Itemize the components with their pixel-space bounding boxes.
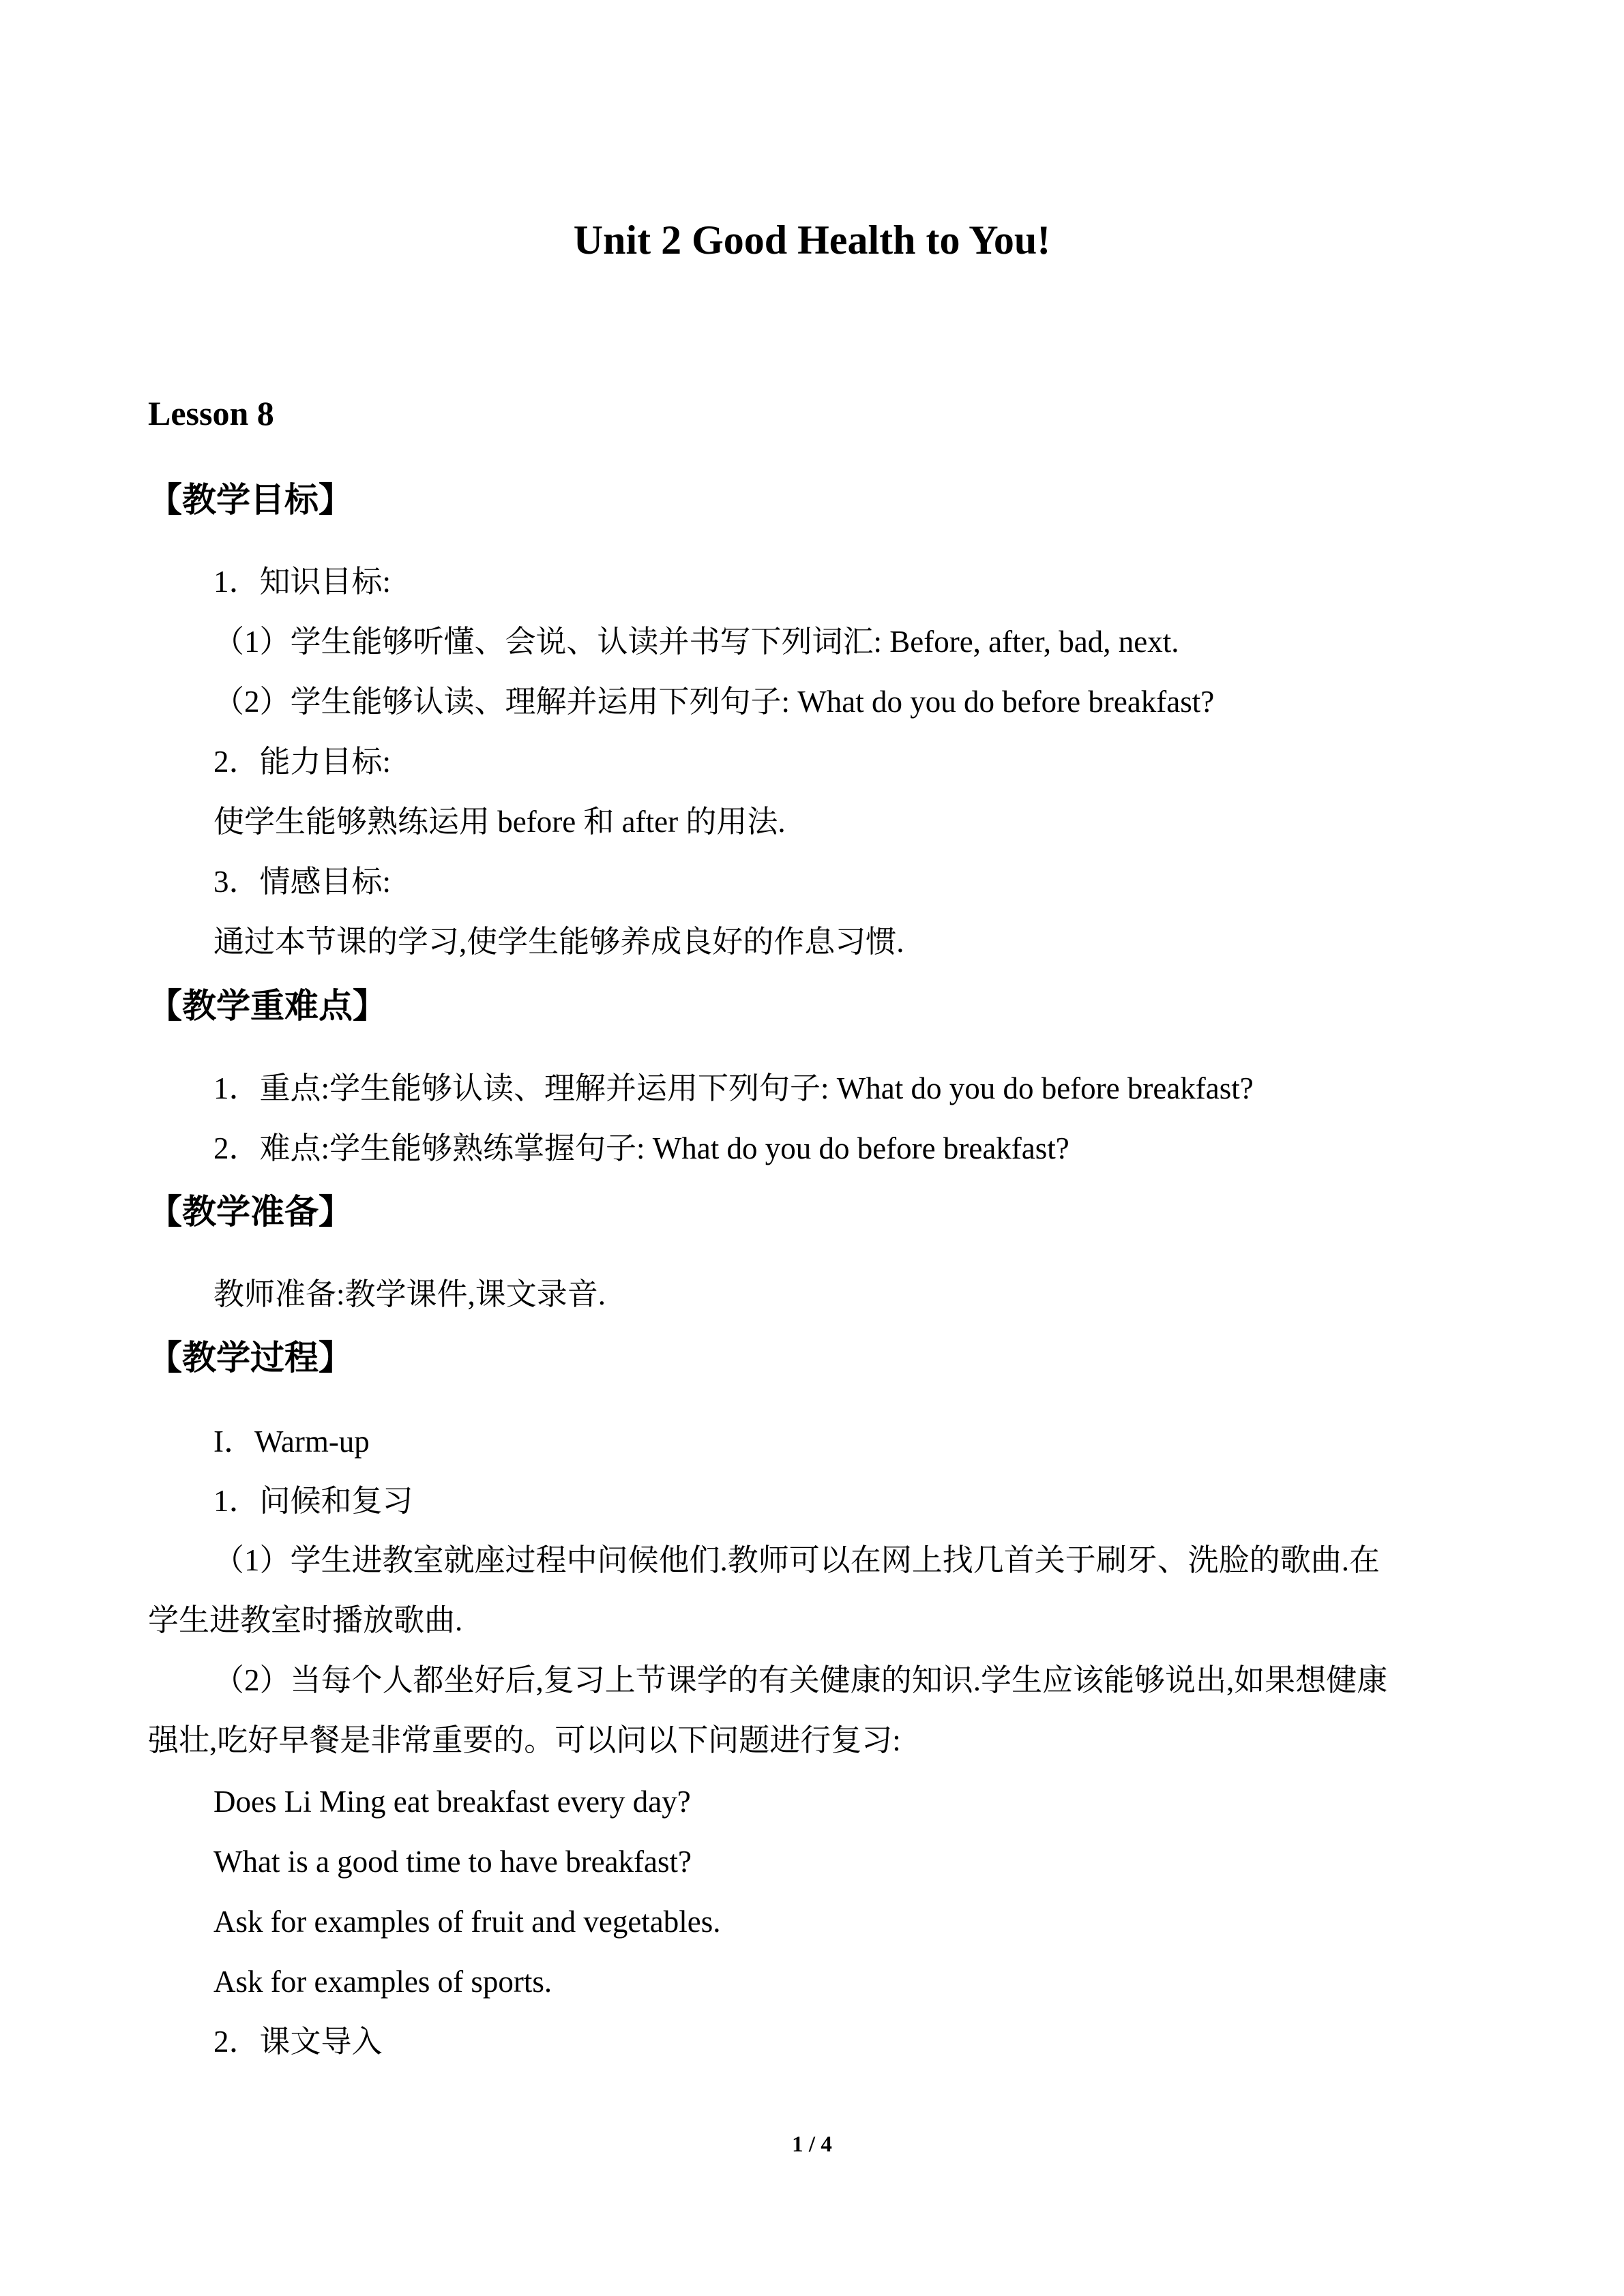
process-step-1: 1．问候和复习 <box>213 1484 413 1518</box>
document-title: Unit 2 Good Health to You! <box>573 218 1051 263</box>
key-point-difficulty: 2．难点:学生能够熟练掌握句子: What do you do before breakfast? <box>213 1131 1069 1165</box>
review-question-4: Ask for examples of sports. <box>213 1965 552 1999</box>
process-paragraph-2-line-2: 强壮,吃好早餐是非常重要的。可以问以下问题进行复习: <box>148 1723 901 1757</box>
process-paragraph-1-line-1: （1）学生进教室就座过程中问候他们.教师可以在网上找几首关于刷牙、洗脸的歌曲.在 <box>213 1543 1381 1577</box>
knowledge-heading: 1．知识目标: <box>213 565 392 599</box>
section-preparation: 【教学准备】 <box>148 1192 353 1232</box>
emotion-text: 通过本节课的学习,使学生能够养成良好的作息习惯. <box>213 925 904 959</box>
knowledge-item-2: （2）学生能够认读、理解并运用下列句子: What do you do before breakfast? <box>213 685 1215 719</box>
ability-heading: 2．能力目标: <box>213 745 392 779</box>
review-question-3: Ask for examples of fruit and vegetables. <box>213 1905 721 1939</box>
lesson-heading: Lesson 8 <box>148 394 274 432</box>
page-number: 1 / 4 <box>792 2132 832 2157</box>
knowledge-item-1: （1）学生能够听懂、会说、认读并书写下列词汇: Before, after, bad, next. <box>213 625 1179 659</box>
key-point-focus: 1．重点:学生能够认读、理解并运用下列句子: What do you do before breakfast? <box>213 1071 1254 1105</box>
process-warmup: I．Warm-up <box>213 1425 370 1459</box>
ability-text: 使学生能够熟练运用 before 和 after 的用法. <box>213 805 786 839</box>
section-process: 【教学过程】 <box>148 1338 353 1377</box>
process-paragraph-1-line-2: 学生进教室时播放歌曲. <box>148 1603 463 1637</box>
section-objectives: 【教学目标】 <box>148 480 353 520</box>
emotion-heading: 3．情感目标: <box>213 865 392 899</box>
review-question-1: Does Li Ming eat breakfast every day? <box>213 1785 691 1819</box>
review-question-2: What is a good time to have breakfast? <box>213 1845 692 1879</box>
preparation-teacher: 教师准备:教学课件,课文录音. <box>213 1277 606 1311</box>
process-paragraph-2-line-1: （2）当每个人都坐好后,复习上节课学的有关健康的知识.学生应该能够说出,如果想健康 <box>213 1663 1388 1697</box>
process-step-2: 2．课文导入 <box>213 2025 383 2059</box>
section-key-points: 【教学重难点】 <box>148 986 387 1026</box>
